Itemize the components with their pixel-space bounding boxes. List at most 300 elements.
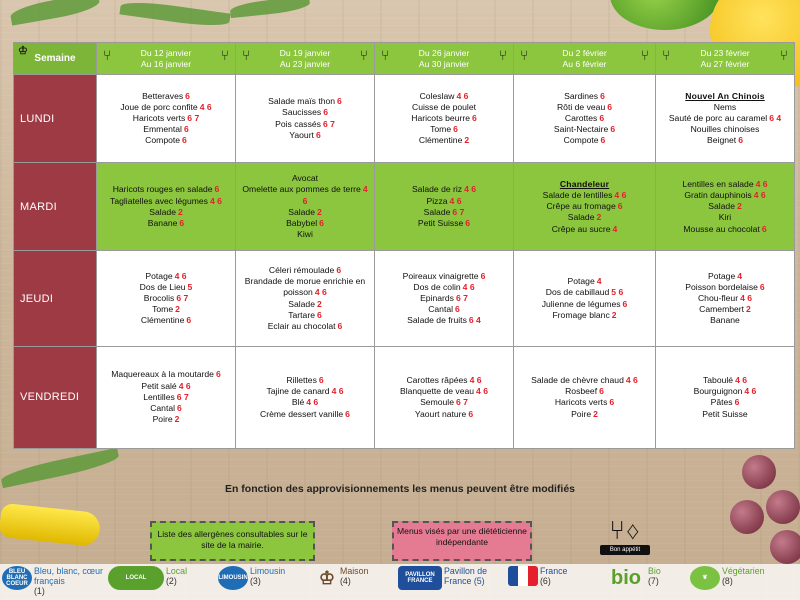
menu-dish — [659, 304, 791, 315]
dish-name: Beignet — [707, 135, 737, 146]
dish-name: Blé — [291, 397, 305, 408]
bio-logo-icon: bio — [611, 567, 641, 589]
dish-name: Clémentine — [140, 315, 185, 326]
dish-name: Haricots rouges en salade — [112, 184, 213, 195]
menu-cell — [514, 346, 656, 448]
menu-cell — [656, 346, 795, 448]
day-row-lundi — [14, 75, 795, 163]
dish-name: Bourguignon — [693, 386, 743, 397]
label-code-badge: 4 6 — [744, 386, 757, 397]
label-code-badge: 4 6 — [753, 190, 766, 201]
dish-name: Salade maïs thon — [268, 96, 336, 107]
menu-dish — [100, 315, 232, 326]
herb-leaf-decoration — [229, 0, 310, 18]
legend-number: (5) — [473, 576, 485, 586]
menu-dish — [659, 282, 791, 293]
label-code-badge: 6 — [600, 90, 605, 101]
dish-name: Tome — [430, 124, 452, 135]
label-code-badge: 6 — [185, 90, 190, 101]
menu-dish — [659, 293, 791, 304]
dish-name: Nouilles chinoises — [690, 124, 760, 135]
week-header — [375, 43, 514, 75]
legend-number: (6) — [540, 576, 551, 586]
menu-dish — [100, 304, 232, 315]
dish-name: Sauté de porc au caramel — [668, 113, 768, 124]
menu-dish — [239, 130, 371, 141]
dish-name: Haricots verts — [554, 397, 608, 408]
label-code-badge: 6 — [471, 113, 477, 124]
dish-name: Omelette aux pommes de terre — [242, 184, 361, 195]
dish-name: Salade de lentilles — [542, 190, 613, 201]
menu-dish — [239, 409, 371, 420]
menu-dish — [517, 113, 652, 124]
label-code-badge: 6 — [600, 135, 606, 146]
label-code-badge: 4 6 — [178, 380, 191, 391]
dish-name: Kiri — [718, 212, 732, 223]
legend-label — [34, 566, 104, 596]
week-start: Du 23 février — [700, 47, 750, 58]
label-code-badge: 6 — [323, 107, 328, 118]
label-code-badge: 4 6 — [625, 374, 638, 385]
semaine-header — [14, 43, 97, 75]
dish-name: Rôti de veau — [556, 101, 606, 112]
label-code-badge: 6 — [738, 135, 743, 146]
label-code-badge: 4 6 — [735, 374, 748, 385]
menu-dish — [659, 397, 791, 408]
menu-dish — [659, 113, 791, 124]
menu-dish — [378, 102, 510, 113]
dish-name: Petit Suisse — [417, 218, 464, 229]
label-code-badge: 6 — [215, 369, 221, 380]
dish-name: Eclair au chocolat — [267, 321, 336, 331]
dish-name: Compote — [145, 135, 181, 146]
menu-dish — [378, 124, 510, 135]
week-start: Du 19 janvier — [279, 47, 331, 58]
bon-appetit-badge — [600, 515, 650, 563]
menu-dish — [100, 184, 232, 195]
label-code-badge: 4 6 — [449, 195, 462, 206]
pavillon-france-logo-icon: PAVILLON FRANCE — [398, 566, 442, 590]
menu-cell — [375, 75, 514, 163]
legend-text: Pavillon de France — [444, 566, 488, 586]
dish-name: Haricots verts — [132, 113, 186, 124]
dish-name: Semoule — [420, 397, 454, 408]
legend-item — [108, 566, 187, 600]
dish-name: Yaourt — [289, 129, 314, 140]
menu-cell — [236, 163, 375, 251]
menu-dish — [378, 218, 510, 229]
label-code-badge: 2 — [464, 135, 470, 146]
menu-dish — [100, 124, 232, 135]
dish-name: Avocat — [291, 173, 319, 184]
label-code-badge: 4 6 — [314, 287, 327, 298]
week-header — [97, 43, 236, 75]
dish-name: Cantal — [428, 304, 454, 315]
label-code-badge: 2 — [593, 408, 598, 419]
menu-dish — [517, 91, 652, 102]
menu-dish — [659, 179, 791, 190]
label-code-badge: 5 6 — [611, 287, 624, 298]
menu-dish — [517, 212, 652, 223]
menu-dish — [659, 409, 791, 420]
label-code-badge: 2 — [736, 201, 742, 212]
day-label: VENDREDI — [14, 346, 97, 448]
legend-number: (4) — [340, 576, 351, 586]
legend-text: Local — [166, 566, 188, 576]
label-code-badge: 4 6 — [464, 184, 477, 195]
dish-name: Salade de fruits — [407, 315, 467, 326]
menu-dish — [100, 91, 232, 102]
maison-chef-icon: ♔ — [318, 568, 336, 588]
label-code-badge: 6 — [337, 96, 342, 107]
menu-dish — [517, 124, 652, 135]
dish-name: Rillettes — [286, 374, 317, 385]
menu-cell — [656, 75, 795, 163]
dish-name: Cuisse de poulet — [411, 101, 477, 112]
label-code-badge: 6 — [607, 101, 613, 112]
label-code-badge: 6 — [315, 129, 321, 140]
legend-item — [606, 566, 661, 600]
label-code-badge: 6 4 — [769, 113, 782, 124]
dish-name: Blanquette de veau — [399, 386, 475, 397]
menu-theme-title — [659, 91, 791, 102]
dish-name: Cantal — [150, 402, 176, 413]
bleu-blanc-coeur-logo-icon: BLEU BLANC COEUR — [2, 566, 32, 590]
week-end: Au 6 février — [562, 58, 607, 69]
knife-icon: ⑂ — [779, 47, 788, 63]
menu-dish — [517, 135, 652, 146]
dish-name: Petit salé — [141, 380, 177, 391]
menu-dish — [659, 102, 791, 113]
label-code-badge: 6 — [319, 218, 324, 229]
menu-dish — [517, 386, 652, 397]
menu-dish — [100, 113, 232, 124]
dish-name: Banane — [710, 315, 740, 326]
label-code-badge: 6 4 — [468, 315, 481, 326]
dish-name: Compote — [563, 135, 599, 146]
menu-dish — [239, 276, 371, 298]
menu-dish — [659, 124, 791, 135]
week-header — [656, 43, 795, 75]
dish-name: Salade — [708, 201, 735, 212]
label-code-badge: 4 6 — [614, 190, 627, 201]
knife-icon: ⑂ — [640, 47, 649, 63]
label-code-badge: 6 — [316, 309, 322, 320]
fork-icon: ⑂ — [381, 47, 390, 63]
menu-cell — [97, 251, 236, 346]
dish-name: Camembert — [699, 304, 745, 315]
dish-name: Tagliatelles avec légumes — [110, 195, 208, 206]
label-code-badge: 6 — [610, 124, 616, 135]
menu-dish — [517, 397, 652, 408]
label-code-badge: 6 — [465, 218, 471, 229]
dish-name: Pizza — [426, 195, 448, 206]
label-code-badge: 2 — [174, 414, 180, 425]
label-code-badge: 6 7 — [187, 113, 200, 124]
dish-name: Lentilles — [143, 391, 175, 402]
menu-dish — [517, 201, 652, 212]
fork-icon: ⑂ — [103, 47, 112, 63]
dish-name: Poisson bordelaise — [685, 281, 758, 292]
dish-name: Poire — [571, 408, 592, 419]
bon-appetit-label: Bon appétit — [600, 545, 650, 555]
legend-number: (2) — [166, 576, 177, 586]
menu-dish — [378, 196, 510, 207]
herb-leaf-decoration — [119, 0, 230, 30]
menu-dish — [100, 282, 232, 293]
dish-name: Saint-Nectaire — [553, 124, 609, 135]
menu-dish — [378, 375, 510, 386]
label-code-badge: 6 — [177, 402, 182, 413]
dish-name: Saucisses — [282, 107, 322, 118]
menu-notice: En fonction des approvisionnements les menus peuvent être modifiés — [224, 483, 576, 495]
menu-dish — [239, 173, 371, 184]
dish-name: Potage — [145, 270, 173, 281]
label-code-badge: 2 — [596, 212, 602, 223]
menu-cell — [236, 346, 375, 448]
legend-label — [166, 566, 187, 586]
day-label: LUNDI — [14, 75, 97, 163]
menu-dish — [517, 310, 652, 321]
label-code-badge: 6 — [622, 298, 628, 309]
label-code-badge: 6 — [345, 408, 350, 419]
dish-name: Dos de Lieu — [139, 281, 186, 292]
dish-name: Salade — [567, 212, 595, 223]
semaine-label: Semaine — [34, 53, 76, 65]
label-code-badge: 6 — [734, 397, 740, 408]
menu-cell — [97, 163, 236, 251]
vegetarian-leaf-icon: ❦ — [690, 566, 720, 590]
dish-name: Poireaux vinaigrette — [402, 270, 479, 281]
dish-name: Pâtes — [710, 397, 733, 408]
menu-dish — [239, 184, 371, 206]
menu-dish — [239, 229, 371, 240]
legend-label — [722, 566, 765, 586]
legend-text: Végétarien — [722, 566, 765, 576]
menu-cell — [236, 75, 375, 163]
dish-name: Banane — [147, 218, 178, 229]
menu-cell — [375, 163, 514, 251]
legend-item — [508, 566, 567, 600]
menu-dish — [659, 386, 791, 397]
menu-cell — [656, 251, 795, 346]
label-code-badge: 6 — [186, 315, 192, 326]
grape-decoration — [766, 490, 800, 524]
label-code-badge: 6 — [453, 124, 458, 135]
dish-name: Kiwi — [297, 229, 313, 240]
week-end: Au 16 janvier — [140, 58, 192, 69]
fork-icon: ⑂ — [520, 47, 529, 63]
menu-dish — [517, 409, 652, 420]
menu-dish — [378, 315, 510, 326]
label-code-badge: 6 — [182, 135, 187, 146]
label-code-badge: 4 6 — [469, 374, 482, 385]
dish-name: Coleslaw — [419, 90, 455, 101]
menu-dish — [100, 403, 232, 414]
legend-text: Maison — [340, 566, 369, 576]
menu-dish — [659, 224, 791, 235]
label-code-badge: 4 6 — [209, 195, 222, 206]
menu-dish — [239, 397, 371, 408]
menu-theme-title — [517, 179, 652, 190]
menu-dish — [100, 369, 232, 380]
legend-label — [444, 566, 496, 586]
legend-number: (8) — [722, 576, 733, 586]
label-code-badge: 2 — [316, 206, 322, 217]
label-code-badge: 4 — [737, 270, 743, 281]
dish-name: Taboulé — [702, 374, 734, 385]
dish-name: Tajine de canard — [266, 386, 330, 397]
menu-cell — [514, 75, 656, 163]
dish-name: Céleri rémoulade — [268, 264, 335, 275]
label-code-badge: 6 — [336, 264, 342, 275]
day-label: JEUDI — [14, 251, 97, 346]
dish-name: Sardines — [564, 90, 599, 101]
cutlery-icon: ⑂♢ — [609, 515, 641, 545]
week-header — [514, 43, 656, 75]
menu-cell — [236, 251, 375, 346]
label-code-badge: 4 — [596, 276, 602, 287]
label-code-badge: 4 6 — [306, 397, 319, 408]
chef-hat-icon: ♔ — [18, 45, 28, 57]
label-code-badge: 6 — [759, 281, 765, 292]
menu-dish — [378, 282, 510, 293]
grape-decoration — [730, 500, 764, 534]
dish-name: Salade de riz — [411, 184, 463, 195]
menu-dish — [378, 113, 510, 124]
label-legend — [0, 564, 800, 600]
dish-name: Gratin dauphinois — [684, 190, 752, 201]
dish-name: Salade — [149, 206, 176, 217]
menu-dish — [659, 315, 791, 326]
legend-item — [2, 566, 104, 600]
knife-icon: ⑂ — [359, 47, 368, 63]
menu-dish — [239, 107, 371, 118]
label-code-badge: 6 — [337, 321, 343, 331]
label-code-badge: 4 6 — [476, 386, 488, 397]
legend-text: Bleu, blanc, cœur français — [34, 566, 103, 586]
dish-name: Salade de chèvre chaud — [531, 374, 624, 385]
dish-name: Maquereaux à la moutarde — [111, 369, 214, 380]
menu-dish — [239, 96, 371, 107]
menu-table — [13, 42, 795, 449]
menu-dish — [378, 386, 510, 397]
week-end: Au 30 janvier — [418, 58, 470, 69]
label-code-badge: 6 — [455, 304, 460, 315]
legend-number: (1) — [34, 586, 45, 596]
menu-dish — [378, 184, 510, 195]
label-code-badge: 4 6 — [462, 281, 475, 292]
dish-name: Petit Suisse — [702, 408, 748, 419]
legend-text: Limousin — [250, 566, 286, 576]
menu-dish — [100, 414, 232, 425]
grape-decoration — [770, 530, 800, 564]
menu-dish — [659, 212, 791, 223]
legend-item — [218, 566, 285, 600]
menu-dish — [100, 293, 232, 304]
menu-dish — [100, 207, 232, 218]
knife-icon: ⑂ — [220, 47, 229, 63]
dish-name: Crêpe au sucre — [551, 223, 611, 234]
menu-cell — [375, 251, 514, 346]
menu-dish — [659, 271, 791, 282]
week-end: Au 23 janvier — [279, 58, 331, 69]
menu-dish — [100, 271, 232, 282]
label-code-badge: 6 7 — [322, 118, 335, 129]
dish-name: Dos de cabillaud — [545, 287, 610, 298]
dish-name: Tome — [152, 304, 174, 315]
menu-dish — [378, 207, 510, 218]
week-start: Du 2 février — [562, 47, 607, 58]
legend-item — [690, 566, 765, 600]
menu-dish — [517, 190, 652, 201]
label-code-badge: 5 — [187, 281, 193, 292]
label-code-badge: 4 6 — [456, 90, 469, 101]
france-flag-icon — [508, 566, 538, 586]
label-code-badge: 6 — [599, 386, 604, 397]
menu-dish — [239, 375, 371, 386]
knife-icon: ⑂ — [498, 47, 507, 63]
menu-cell — [514, 163, 656, 251]
week-header — [236, 43, 375, 75]
menu-dish — [378, 397, 510, 408]
label-code-badge: 2 — [175, 304, 180, 315]
dish-name: Salade — [288, 298, 315, 309]
label-code-badge: 6 — [214, 184, 220, 195]
menu-dish — [239, 218, 371, 229]
menu-dish — [659, 375, 791, 386]
label-code-badge: 6 — [183, 124, 189, 135]
local-logo-icon: LOCAL — [108, 566, 164, 590]
legend-label — [648, 566, 661, 586]
label-code-badge: 6 7 — [176, 293, 189, 303]
label-code-badge: 6 7 — [452, 206, 465, 217]
menu-dish — [378, 304, 510, 315]
menu-dish — [100, 196, 232, 207]
menu-dish — [517, 102, 652, 113]
day-row-jeudi — [14, 251, 795, 346]
dish-name: Pois cassés — [275, 118, 321, 129]
menu-cell — [514, 251, 656, 346]
allergen-info-box: Liste des allergènes consultables sur le site de la mairie. — [150, 521, 315, 561]
label-code-badge: 6 7 — [455, 293, 468, 303]
menu-dish — [378, 293, 510, 304]
menu-dish — [378, 409, 510, 420]
menu-dish — [100, 102, 232, 113]
label-code-badge: 6 — [599, 113, 605, 124]
menu-dish — [659, 190, 791, 201]
label-code-badge: 4 6 — [302, 184, 368, 206]
label-code-badge: 6 7 — [455, 397, 468, 408]
legend-text: Bio — [648, 566, 661, 576]
legend-label — [540, 566, 567, 586]
menu-dish — [239, 265, 371, 276]
dish-name: Joue de porc confite — [120, 101, 198, 112]
legend-label — [250, 566, 285, 586]
dish-name: Carottes — [564, 113, 598, 124]
menu-dish — [659, 201, 791, 212]
label-code-badge: 4 6 — [755, 178, 768, 189]
label-code-badge: 6 — [617, 201, 623, 212]
menu-cell — [656, 163, 795, 251]
dish-name: Fromage blanc — [552, 309, 610, 320]
menu-dish — [517, 224, 652, 235]
header-row — [14, 43, 795, 75]
dish-name: Lentilles en salade — [682, 178, 754, 189]
menu-dish — [239, 321, 371, 332]
label-code-badge: 4 6 — [174, 270, 187, 281]
menu-cell — [375, 346, 514, 448]
